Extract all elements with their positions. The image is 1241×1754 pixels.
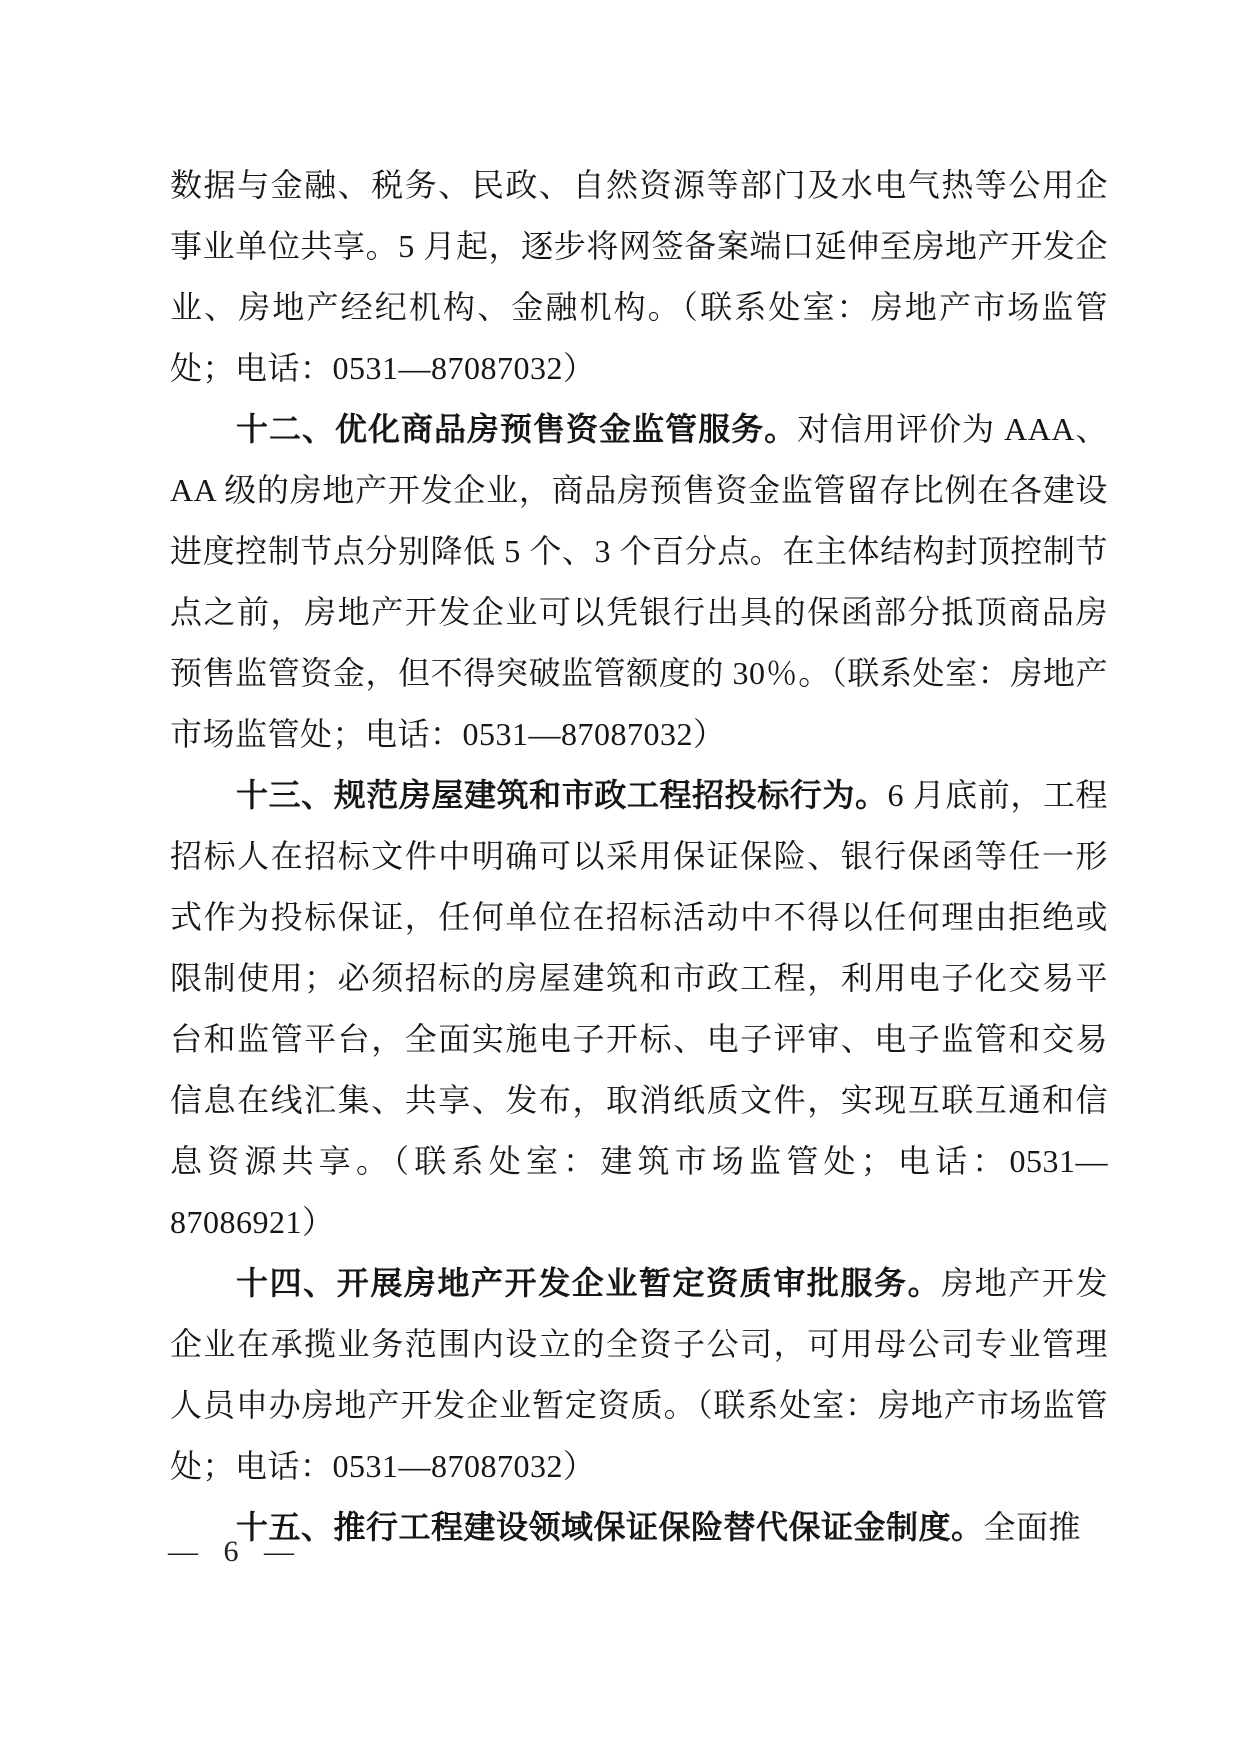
paragraph-text: 数据与金融、税务、民政、自然资源等部门及水电气热等公用企事业单位共享。5 月起，逐步将网签备案端口延伸至房地产开发企业、房地产经纪机构、金融机构。（联系处室：房地产市场监管处；电话：0531—87087032） [170,167,1108,386]
paragraph-text: 房地产开发企业在承揽业务范围内设立的全资子公司，可用母公司专业管理人员申办房地产开发企业暂定资质。（联系处室：房地产市场监管处；电话：0531—87087032） [170,1265,1108,1484]
paragraph-text: 对信用评价为 AAA、AA 级的房地产开发企业，商品房预售资金监管留存比例在各建设进度控制节点分别降低 5 个、3 个百分点。在主体结构封顶控制节点之前，房地产开发企业可以凭银行出具的保函部分抵顶商品房预售监管资金，但不得突破监管额度的 30％。（联系处室：房地产市场监管处；电话：0531—87087032） [170,411,1108,752]
paragraph-text: 6 月底前，工程招标人在招标文件中明确可以采用保证保险、银行保函等任一形式作为投标保证，任何单位在招标活动中不得以任何理由拒绝或限制使用；必须招标的房屋建筑和市政工程，利用电子化交易平台和监管平台，全面实施电子开标、电子评审、电子监管和交易信息在线汇集、共享、发布，取消纸质文件，实现互联互通和信息资源共享。（联系处室：建筑市场监管处；电话：0531—87086921） [170,777,1108,1240]
paragraph-text: 全面推 [983,1509,1082,1545]
document-body [170,155,1108,1558]
page-number: — 6 — [168,1535,295,1568]
section-heading: 十五、推行工程建设领域保证保险替代保证金制度。 [236,1509,984,1545]
paragraph-section-12 [170,399,1108,765]
paragraph-continuation [170,155,1108,399]
paragraph-section-14 [170,1253,1108,1497]
section-heading: 十三、规范房屋建筑和市政工程招投标行为。 [236,777,888,813]
paragraph-section-15 [170,1497,1108,1558]
section-heading: 十二、优化商品房预售资金监管服务。 [236,411,798,447]
page-footer [168,1534,295,1570]
section-heading: 十四、开展房地产开发企业暂定资质审批服务。 [236,1265,942,1301]
paragraph-section-13 [170,765,1108,1253]
